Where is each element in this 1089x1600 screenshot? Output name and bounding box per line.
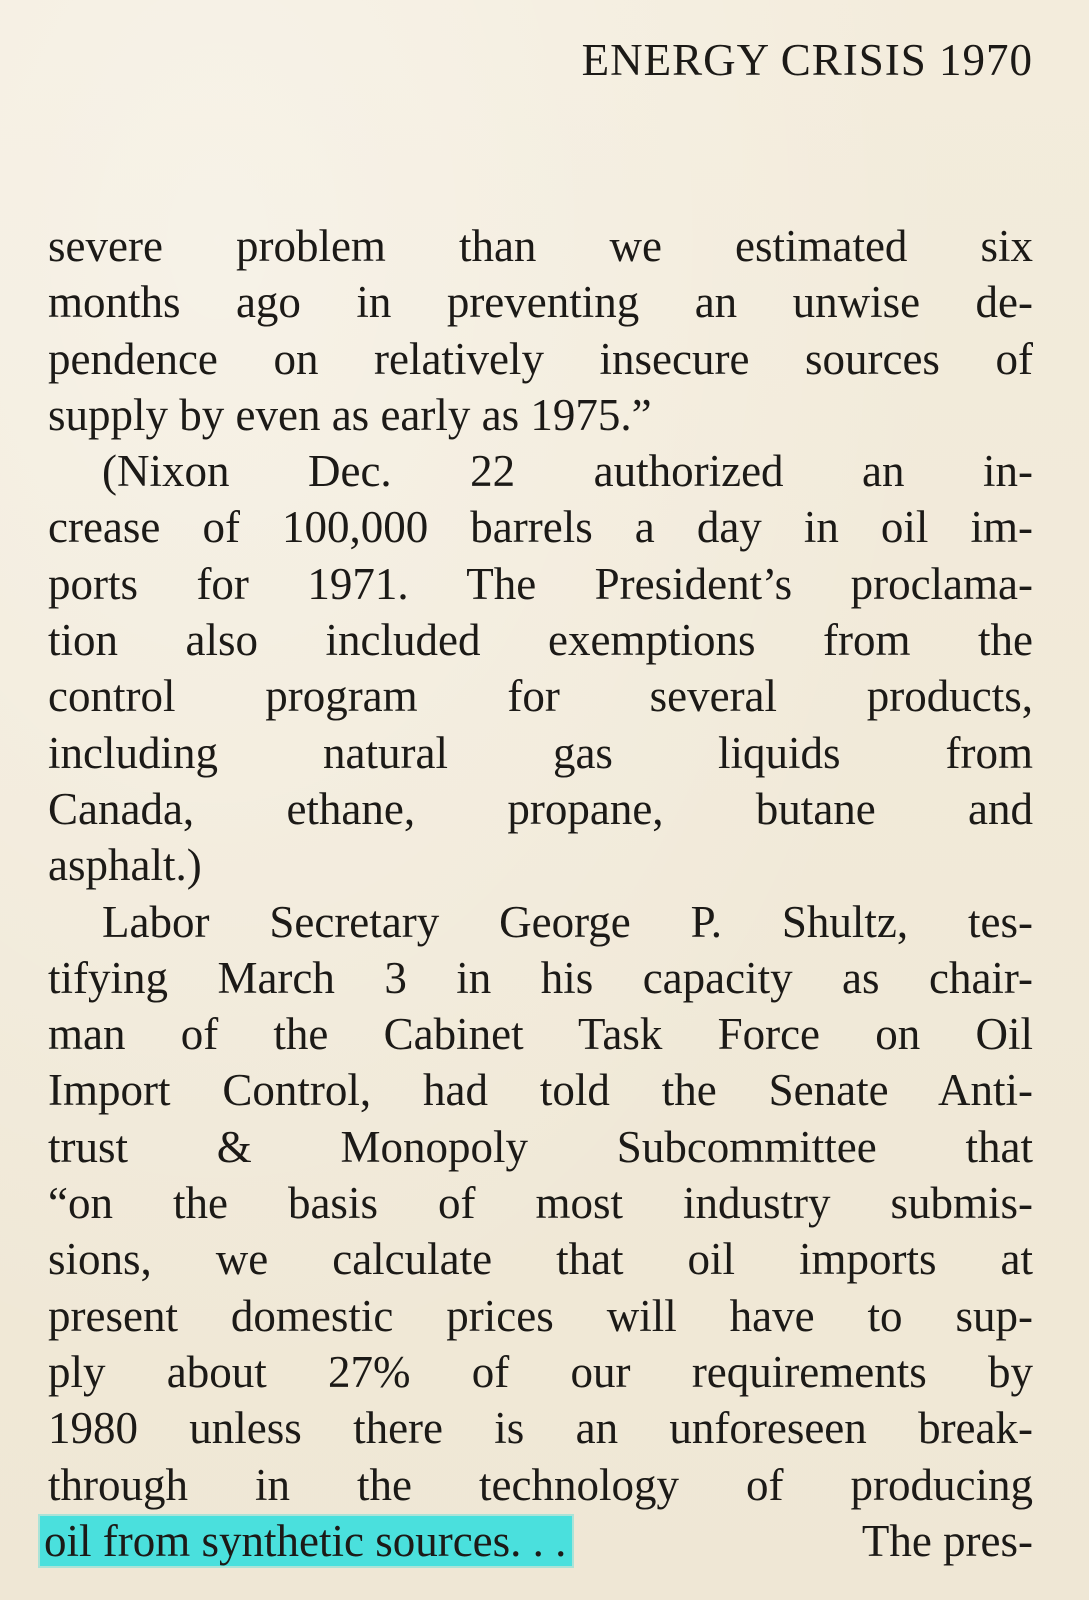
body-text [44, 218, 1033, 1569]
text-line: “on the basis of most industry submis- [48, 1178, 1033, 1229]
text-highlight: oil from synthetic sources. . . [40, 1516, 572, 1566]
text-line: crease of 100,000 barrels a day in oil im- [48, 502, 1033, 553]
text-line: ports for 1971. The President’s proclama- [48, 558, 1033, 609]
text-line: Canada, ethane, propane, butane and [48, 783, 1033, 834]
text-line: severe problem than we estimated six [48, 221, 1033, 271]
text-line: man of the Cabinet Task Force on Oil [48, 1009, 1033, 1060]
text-line: tifying March 3 in his capacity as chair- [48, 952, 1033, 1003]
text-line: months ago in preventing an unwise de- [48, 277, 1033, 328]
text-line: trust & Monopoly Subcommittee that [48, 1121, 1033, 1172]
text-line: including natural gas liquids from [48, 727, 1033, 778]
text-line-remainder: The pres- [861, 1515, 1033, 1566]
text-line: asphalt.) [48, 840, 202, 891]
text-line: Import Control, had told the Senate Anti- [48, 1065, 1033, 1116]
text-line: 1980 unless there is an unforeseen break- [48, 1403, 1033, 1454]
text-line: supply by even as early as 1975.” [48, 389, 652, 440]
text-line: control program for several products, [48, 671, 1033, 722]
text-line: sions, we calculate that oil imports at [48, 1234, 1033, 1285]
text-line: ply about 27% of our requirements by [48, 1346, 1033, 1397]
text-line: through in the technology of producing [48, 1459, 1033, 1510]
text-line: pendence on relatively insecure sources of [48, 333, 1033, 384]
text-line: (Nixon Dec. 22 authorized an in- [102, 446, 1033, 497]
text-line: tion also included exemptions from the [48, 615, 1033, 666]
highlighted-text-line [44, 1513, 1033, 1569]
text-line: Labor Secretary George P. Shultz, tes- [102, 896, 1033, 947]
running-header: ENERGY CRISIS 1970 [581, 35, 1033, 85]
text-line: present domestic prices will have to sup- [48, 1290, 1033, 1341]
